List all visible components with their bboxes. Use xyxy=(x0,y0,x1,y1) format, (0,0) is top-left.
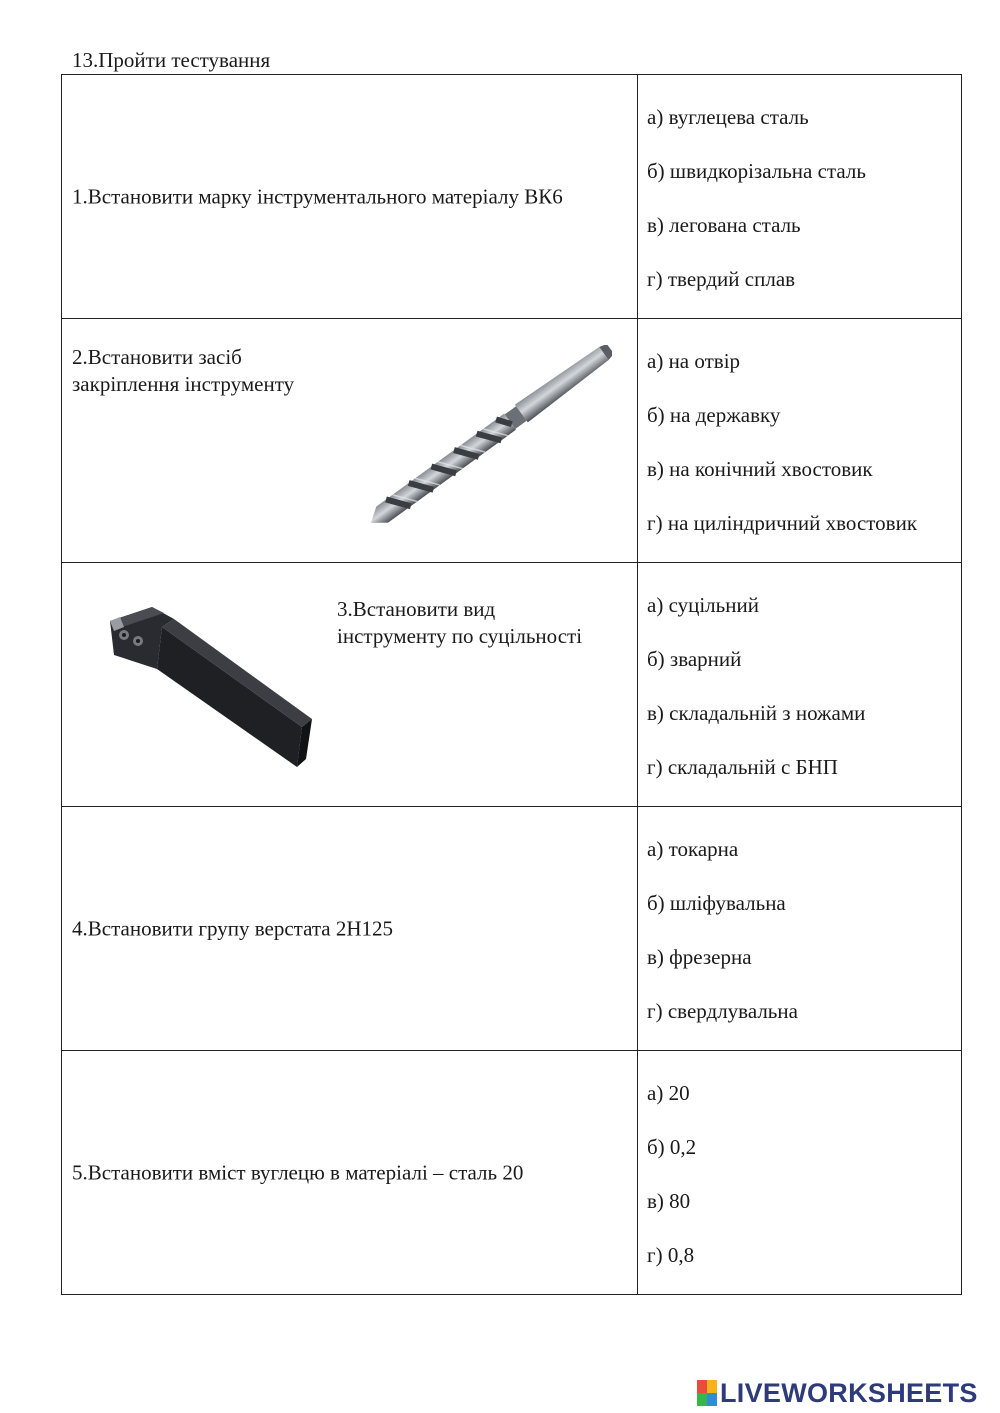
answer-option-5b[interactable]: б) 0,2 xyxy=(647,1135,697,1159)
logo-text: LIVEWORKSHEETS xyxy=(720,1377,978,1408)
answer-option-3b[interactable]: б) зварний xyxy=(647,647,742,671)
answer-option-5c[interactable]: в) 80 xyxy=(647,1189,691,1213)
tool-holder-image xyxy=(102,597,312,777)
answer-cell-4 xyxy=(638,807,962,1051)
drill-bit-image xyxy=(367,345,612,530)
answer-options-3 xyxy=(647,590,865,806)
logo-mark-icon xyxy=(697,1380,717,1406)
question-cell-4 xyxy=(62,807,638,1051)
question-row-2 xyxy=(62,319,962,563)
answer-option-1a[interactable]: а) вуглецева сталь xyxy=(647,105,809,129)
answer-cell-1 xyxy=(638,75,962,319)
answer-option-3c[interactable]: в) складальній з ножами xyxy=(647,701,866,725)
answer-option-2c[interactable]: в) на конічний хвостовик xyxy=(647,457,873,481)
question-text-3-line1: 3.Встановити вид xyxy=(337,597,496,621)
question-text-2-line2: закріплення інструменту xyxy=(72,372,295,396)
answer-option-1d[interactable]: г) твердий сплав xyxy=(647,267,796,291)
answer-option-2a[interactable]: а) на отвір xyxy=(647,349,741,373)
question-text-2 xyxy=(72,344,294,398)
answer-option-4d[interactable]: г) свердлувальна xyxy=(647,999,798,1023)
answer-option-2b[interactable]: б) на державку xyxy=(647,403,781,427)
answer-option-3a[interactable]: а) суцільний xyxy=(647,593,759,617)
question-row-1 xyxy=(62,75,962,319)
answer-option-1b[interactable]: б) швидкорізальна сталь xyxy=(647,159,866,183)
question-cell-5 xyxy=(62,1051,638,1295)
question-text-3 xyxy=(337,596,582,650)
answer-option-5d[interactable]: г) 0,8 xyxy=(647,1243,695,1267)
question-row-3 xyxy=(62,563,962,807)
logo-square-red xyxy=(697,1380,707,1393)
answer-options-1 xyxy=(647,102,866,318)
question-cell-3 xyxy=(62,563,638,807)
worksheet-heading: 13.Пройти тестування xyxy=(72,48,271,72)
question-cell-1 xyxy=(62,75,638,319)
question-row-4 xyxy=(62,807,962,1051)
answer-options-5 xyxy=(647,1078,696,1294)
answer-options-2 xyxy=(647,346,917,562)
answer-option-2d[interactable]: г) на циліндричний хвостовик xyxy=(647,511,918,535)
liveworksheets-logo[interactable] xyxy=(697,1378,978,1408)
question-text-4: 4.Встановити групу верстата 2Н125 xyxy=(72,916,394,940)
question-text-1: 1.Встановити марку інструментального матеріалу ВК6 xyxy=(72,184,563,208)
answer-cell-5 xyxy=(638,1051,962,1295)
answer-options-4 xyxy=(647,834,798,1050)
answer-option-4a[interactable]: а) токарна xyxy=(647,837,739,861)
answer-option-3d[interactable]: г) складальній с БНП xyxy=(647,755,838,779)
answer-option-5a[interactable]: а) 20 xyxy=(647,1081,690,1105)
answer-option-1c[interactable]: в) легована сталь xyxy=(647,213,801,237)
question-cell-2 xyxy=(62,319,638,563)
quiz-table xyxy=(61,74,962,1295)
question-text-5: 5.Встановити вміст вуглецю в матеріалі – сталь 20 xyxy=(72,1160,524,1184)
question-text-2-line1: 2.Встановити засіб xyxy=(72,345,242,369)
answer-option-4b[interactable]: б) шліфувальна xyxy=(647,891,786,915)
answer-cell-2 xyxy=(638,319,962,563)
question-row-5 xyxy=(62,1051,962,1295)
question-text-3-line2: інструменту по суцільності xyxy=(337,624,583,648)
logo-square-yellow xyxy=(707,1380,717,1393)
answer-option-4c[interactable]: в) фрезерна xyxy=(647,945,752,969)
answer-cell-3 xyxy=(638,563,962,807)
logo-square-blue xyxy=(707,1393,717,1406)
logo-square-green xyxy=(697,1393,707,1406)
